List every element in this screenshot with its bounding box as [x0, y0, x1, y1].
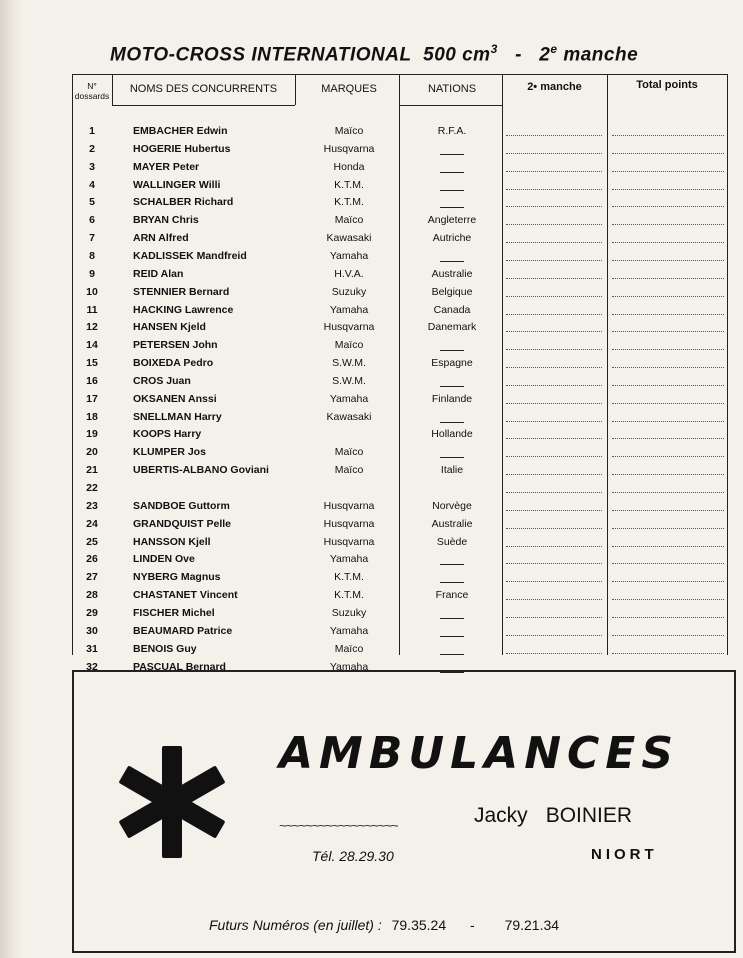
table-row [72, 587, 728, 605]
table-row [72, 337, 728, 355]
ditto-dash [440, 618, 464, 619]
round-points-field [506, 385, 602, 386]
rider-name: REID Alan [133, 267, 184, 280]
table-row [72, 248, 728, 266]
rider-nation: Norvège [432, 499, 472, 512]
rider-name: LINDEN Ove [133, 553, 195, 566]
round-points-field [506, 171, 602, 172]
table-row [72, 212, 728, 230]
rider-make: K.T.M. [334, 196, 364, 209]
rider-make: Yamaha [329, 303, 369, 316]
rider-name: SANDBOE Guttorm [133, 499, 230, 512]
rider-number: 26 [86, 553, 98, 566]
rider-number: 4 [89, 178, 95, 191]
rider-make: Yamaha [329, 660, 369, 673]
round-points-field [506, 546, 602, 547]
round-points-field [506, 438, 602, 439]
ditto-dash [440, 207, 464, 208]
rider-nation: Italie [440, 464, 464, 477]
rider-make: Husqvarna [323, 517, 375, 530]
total-points-field [612, 403, 724, 404]
rider-name: SNELLMAN Harry [133, 410, 222, 423]
table-row [72, 569, 728, 587]
rider-make: Kawasaki [326, 232, 372, 245]
round-points-field [506, 331, 602, 332]
total-points-field [612, 242, 724, 243]
rider-name: EMBACHER Edwin [133, 125, 228, 137]
rider-make: Husqvarna [323, 535, 375, 548]
table-row [72, 444, 728, 462]
total-points-field [612, 474, 724, 475]
total-points-field [612, 438, 724, 439]
wavy-divider: ~~~~~~~~~~~~~~~~~~ [279, 818, 398, 833]
rider-make: Husqvarna [323, 142, 375, 155]
table-row [72, 605, 728, 623]
header-nation: NATIONS [427, 83, 477, 95]
table-row [72, 319, 728, 337]
table-row [72, 391, 728, 409]
rider-make: Suzuky [331, 606, 367, 619]
ambulance-ad [72, 670, 736, 953]
table-row [72, 516, 728, 534]
rider-name: KOOPS Harry [133, 428, 202, 441]
table-row [72, 355, 728, 373]
total-points-field [612, 546, 724, 547]
rider-number: 11 [86, 303, 98, 316]
rider-name: BEAUMARD Patrice [133, 624, 233, 637]
table-row [72, 177, 728, 195]
header-num: N° dossards [74, 81, 110, 101]
total-points-field [612, 206, 724, 207]
rider-nation: Australie [431, 517, 473, 530]
ad-title: AMBULANCES [279, 728, 680, 779]
rider-make: Yamaha [329, 392, 369, 405]
header-round: 2• manche [527, 81, 582, 93]
table-row [72, 266, 728, 284]
rider-number: 3 [89, 160, 95, 173]
round-points-field [506, 581, 602, 582]
page-title: MOTO-CROSS INTERNATIONAL 500 $cm^3$ - 2e manche [110, 42, 639, 66]
rider-number: 1 [89, 125, 95, 137]
rider-name: BRYAN Chris [133, 214, 199, 227]
rider-number: 29 [86, 606, 98, 619]
rider-number: 24 [86, 517, 98, 530]
round-points-field [506, 635, 602, 636]
round-points-field [506, 367, 602, 368]
ad-city: NIORT [591, 846, 658, 863]
table-row [72, 641, 728, 659]
rider-nation: Belgique [431, 285, 473, 298]
rider-number: 31 [86, 642, 98, 655]
results-table [72, 74, 728, 673]
total-points-field [612, 189, 724, 190]
rider-make: Maïco [334, 125, 364, 137]
total-points-field [612, 278, 724, 279]
total-points-field [612, 599, 724, 600]
rider-make: Yamaha [329, 249, 369, 262]
rider-number: 23 [86, 499, 98, 512]
table-row [72, 373, 728, 391]
rider-make: Suzuky [331, 285, 367, 298]
rider-nation: Danemark [427, 321, 477, 334]
table-row [72, 194, 728, 212]
rider-make: Maïco [334, 446, 364, 459]
rider-name: CROS Juan [133, 374, 191, 387]
ditto-dash [440, 422, 464, 423]
rider-make: Maïco [334, 642, 364, 655]
rider-number: 10 [86, 285, 98, 298]
ditto-dash [440, 350, 464, 351]
rider-make: K.T.M. [334, 178, 364, 191]
round-points-field [506, 421, 602, 422]
rider-name: HANSSON Kjell [133, 535, 211, 548]
rider-number: 5 [89, 196, 95, 209]
round-points-field [506, 278, 602, 279]
rider-make: Yamaha [329, 553, 369, 566]
table-row [72, 480, 728, 498]
round-points-field [506, 617, 602, 618]
rider-make: Yamaha [329, 624, 369, 637]
rider-name: STENNIER Bernard [133, 285, 230, 298]
rider-make: S.W.M. [332, 374, 366, 387]
rider-number: 32 [86, 660, 98, 673]
rider-number: 21 [86, 464, 98, 477]
total-points-field [612, 296, 724, 297]
table-row [72, 123, 728, 141]
round-points-field [506, 206, 602, 207]
round-points-field [506, 135, 602, 136]
rider-number: 22 [86, 482, 98, 494]
total-points-field [612, 331, 724, 332]
round-points-field [506, 599, 602, 600]
ditto-dash [440, 261, 464, 262]
rider-name: HACKING Lawrence [133, 303, 234, 316]
ditto-dash [440, 564, 464, 565]
rider-name: FISCHER Michel [133, 606, 215, 619]
ad-future-numbers: Futurs Numéros (en juillet) : 79.35.24 - 79.21.34 [209, 917, 560, 933]
total-points-field [612, 135, 724, 136]
rider-name: PASCUAL Bernard [133, 660, 226, 673]
table-row [72, 159, 728, 177]
rider-name: BENOIS Guy [133, 642, 197, 655]
ad-owner: Jacky BOINIER [474, 804, 633, 827]
rider-make: H.V.A. [334, 267, 364, 280]
rider-make: S.W.M. [332, 357, 366, 370]
total-points-field [612, 385, 724, 386]
header-total: Total points [636, 79, 698, 91]
total-points-field [612, 635, 724, 636]
rider-nation: Finlande [431, 392, 473, 405]
round-points-field [506, 224, 602, 225]
rider-nation: Angleterre [427, 214, 477, 227]
rider-make: Husqvarna [323, 321, 375, 334]
round-points-field [506, 528, 602, 529]
round-points-field [506, 260, 602, 261]
rider-nation: Hollande [431, 428, 473, 441]
table-row [72, 409, 728, 427]
header-make: MARQUES [321, 83, 377, 95]
rider-make: Maïco [334, 464, 364, 477]
total-points-field [612, 492, 724, 493]
total-points-field [612, 349, 724, 350]
rider-number: 9 [89, 267, 95, 280]
table-row [72, 462, 728, 480]
rider-name: HOGERIE Hubertus [133, 142, 231, 155]
round-points-field [506, 563, 602, 564]
rider-name: OKSANEN Anssi [133, 392, 217, 405]
table-row [72, 141, 728, 159]
round-points-field [506, 403, 602, 404]
rider-number: 18 [86, 410, 98, 423]
round-points-field [506, 510, 602, 511]
ditto-dash [440, 654, 464, 655]
ditto-dash [440, 457, 464, 458]
rider-name: WALLINGER Willi [133, 178, 221, 191]
rider-number: 15 [86, 357, 98, 370]
rider-number: 7 [89, 232, 95, 245]
table-row [72, 623, 728, 641]
ditto-dash [440, 636, 464, 637]
rider-make: Maïco [334, 339, 364, 352]
rider-make: Kawasaki [326, 410, 372, 423]
total-points-field [612, 224, 724, 225]
rider-name: SCHALBER Richard [133, 196, 234, 209]
rider-number: 28 [86, 589, 98, 602]
round-points-field [506, 349, 602, 350]
round-points-field [506, 314, 602, 315]
total-points-field [612, 171, 724, 172]
round-points-field [506, 242, 602, 243]
rider-nation: Suède [436, 535, 468, 548]
table-row [72, 302, 728, 320]
total-points-field [612, 260, 724, 261]
rider-name: ARN Alfred [133, 232, 189, 245]
rider-nation: France [435, 589, 469, 602]
rider-name: MAYER Peter [133, 160, 200, 173]
round-points-field [506, 653, 602, 654]
table-row [72, 426, 728, 444]
total-points-field [612, 421, 724, 422]
rider-number: 30 [86, 624, 98, 637]
round-points-field [506, 296, 602, 297]
table-row [72, 551, 728, 569]
total-points-field [612, 153, 724, 154]
rider-name: KLUMPER Jos [133, 446, 206, 459]
table-row [72, 230, 728, 248]
asterisk-icon [112, 742, 232, 862]
ditto-dash [440, 154, 464, 155]
rider-make: Husqvarna [323, 499, 375, 512]
rider-make: Honda [333, 160, 365, 173]
table-row [72, 534, 728, 552]
rider-number: 19 [86, 428, 98, 441]
total-points-field [612, 563, 724, 564]
rider-nation: Autriche [432, 232, 472, 245]
rider-name: PETERSEN John [133, 339, 218, 352]
total-points-field [612, 510, 724, 511]
rider-nation: Canada [433, 303, 471, 316]
header-name: NOMS DES CONCURRENTS [129, 83, 278, 95]
round-points-field [506, 189, 602, 190]
table-row [72, 284, 728, 302]
rider-number: 16 [86, 374, 98, 387]
rider-number: 6 [89, 214, 95, 227]
ditto-dash [440, 582, 464, 583]
total-points-field [612, 581, 724, 582]
rider-number: 12 [86, 321, 98, 334]
rider-make: K.T.M. [334, 589, 364, 602]
rider-number: 2 [89, 142, 95, 155]
rider-number: 20 [86, 446, 98, 459]
rider-number: 17 [86, 392, 98, 405]
total-points-field [612, 528, 724, 529]
rider-number: 27 [86, 571, 98, 584]
rider-name: HANSEN Kjeld [133, 321, 206, 334]
ad-phone: Tél. 28.29.30 [312, 848, 394, 864]
ditto-dash [440, 172, 464, 173]
round-points-field [506, 492, 602, 493]
rider-nation: Australie [431, 267, 473, 280]
round-points-field [506, 153, 602, 154]
rider-nation: R.F.A. [437, 125, 467, 137]
rider-name: CHASTANET Vincent [133, 589, 238, 602]
rider-name: NYBERG Magnus [133, 571, 221, 584]
round-points-field [506, 456, 602, 457]
table-row [72, 498, 728, 516]
rider-name: KADLISSEK Mandfreid [133, 249, 247, 262]
total-points-field [612, 367, 724, 368]
rider-nation: Espagne [431, 357, 473, 370]
rider-number: 14 [86, 339, 98, 352]
total-points-field [612, 617, 724, 618]
rider-number: 25 [86, 535, 98, 548]
total-points-field [612, 314, 724, 315]
page-edge [0, 0, 22, 958]
rider-name: GRANDQUIST Pelle [133, 517, 232, 530]
rider-make: K.T.M. [334, 571, 364, 584]
rider-make: Maïco [334, 214, 364, 227]
total-points-field [612, 456, 724, 457]
ditto-dash [440, 190, 464, 191]
total-points-field [612, 653, 724, 654]
rider-number: 8 [89, 249, 95, 262]
round-points-field [506, 474, 602, 475]
rider-name: UBERTIS-ALBANO Goviani [133, 464, 269, 477]
ditto-dash [440, 386, 464, 387]
rider-name: BOIXEDA Pedro [133, 357, 214, 370]
